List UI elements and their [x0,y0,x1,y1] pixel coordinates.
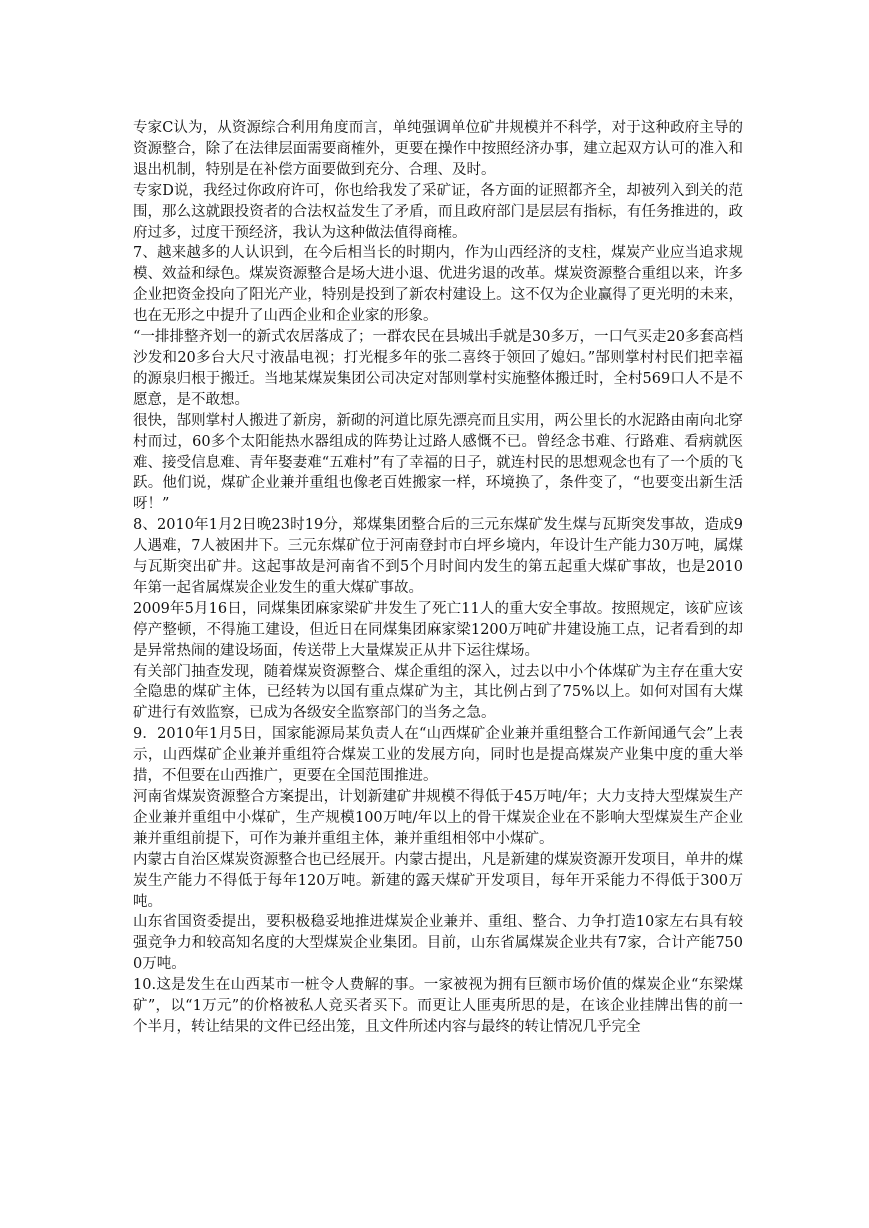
paragraph-majialiang-accident: 2009年5月16日，同煤集团麻家梁矿井发生了死亡11人的重大安全事故。按照规定，该矿应该停产整顿，不得施工建设，但近日在同煤集团麻家梁1200万吨矿井建设施工点，记者看到的却是异常热闹的建设场面，传送带上大量煤炭正从井下运往煤场。 [133,600,743,659]
paragraph-village-quote: “一排排整齐划一的新式农居落成了；一群农民在县城出手就是30多万，一口气买走20多套高档沙发和20多台大尺寸液晶电视；打光棍多年的张二喜终于领回了媳妇。”郜则掌村村民们把幸福的源泉归根于搬迁。当地某煤炭集团公司决定对郜则掌村实施整体搬迁时，全村569口人不是不愿意，是不敢想。 [133,329,743,408]
paragraph-inner-mongolia: 内蒙古自治区煤炭资源整合也已经展开。内蒙古提出，凡是新建的煤炭资源开发项目，单井的煤炭生产能力不得低于每年120万吨。新建的露天煤矿开发项目，每年开采能力不得低于300万吨。 [133,851,743,910]
paragraph-shandong: 山东省国资委提出，要积极稳妥地推进煤炭企业兼并、重组、整合、力争打造10家左右具有较强竞争力和较高知名度的大型煤炭企业集团。目前，山东省属煤炭企业共有7家，合计产能7500万吨。 [133,914,743,973]
paragraph-expert-d: 专家D说，我经过你政府许可，你也给我发了采矿证，各方面的证照都齐全，却被列入到关的范围，那么这就跟投资者的合法权益发生了矛盾，而且政府部门是层层有指标，有任务推进的，政府过多，过度干预经济，我认为这种做法值得商榷。 [133,182,743,241]
paragraph-henan-plan: 河南省煤炭资源整合方案提出，计划新建矿井规模不得低于45万吨/年；大力支持大型煤炭生产企业兼并重组中小煤矿，生产规模100万吨/年以上的骨干煤炭企业在不影响大型煤炭生产企业兼并重组前提下，可作为兼并重组主体，兼并重组相邻中小煤矿。 [133,789,743,847]
document-page [133,118,743,1038]
paragraph-item-9: 9．2010年1月5日，国家能源局某负责人在“山西煤矿企业兼并重组整合工作新闻通气会”上表示，山西煤矿企业兼并重组符合煤炭工业的发展方向，同时也是提高煤炭产业集中度的重大举措，不但要在山西推广，更要在全国范围推进。 [133,726,743,785]
paragraph-item-8: 8、2010年1月2日晚23时19分，郑煤集团整合后的三元东煤矿发生煤与瓦斯突发事故，造成9人遇难，7人被困井下。三元东煤矿位于河南登封市白坪乡境内，年设计生产能力30万吨，属煤与瓦斯突出矿井。这起事故是河南省不到5个月时间内发生的第五起重大煤矿事故，也是2010年第一起省属煤炭企业发生的重大煤矿事故。 [133,517,743,596]
paragraph-safety-inspection: 有关部门抽查发现，随着煤炭资源整合、煤企重组的深入，过去以中小个体煤矿为主存在重大安全隐患的煤矿主体，已经转为以国有重点煤矿为主，其比例占到了75%以上。如何对国有大煤矿进行有效监察，已成为各级安全监察部门的当务之急。 [133,663,743,722]
paragraph-item-10: 10.这是发生在山西某市一桩令人费解的事。一家被视为拥有巨额市场价值的煤炭企业“东梁煤矿”，以“1万元”的价格被私人竞买者买下。而更让人匪夷所思的是，在该企业挂牌出售的前一个半月，转让结果的文件已经出笼，且文件所述内容与最终的转让情况几乎完全 [133,977,743,1035]
paragraph-village-relocation: 很快，郜则掌村人搬进了新房，新砌的河道比原先漂亮而且实用，两公里长的水泥路由南向北穿村而过，60多个太阳能热水器组成的阵势让过路人感慨不已。曾经念书难、行路难、看病就医难、接受信息难、青年娶妻难“五难村”有了幸福的日子，就连村民的思想观念也有了一个质的飞跃。他们说，煤矿企业兼并重组也像老百姓搬家一样，环境换了，条件变了，“也要变出新生活呀！” [133,412,743,513]
paragraph-item-7: 7、越来越多的人认识到，在今后相当长的时期内，作为山西经济的支柱，煤炭产业应当追求规模、效益和绿色。煤炭资源整合是场大进小退、优进劣退的改革。煤炭资源整合重组以来，许多企业把资金投向了阳光产业，特别是投到了新农村建设上。这不仅为企业赢得了更光明的未来，也在无形之中提升了山西企业和企业家的形象。 [133,245,743,325]
paragraph-expert-c: 专家C认为，从资源综合利用角度而言，单纯强调单位矿井规模并不科学，对于这种政府主导的资源整合，除了在法律层面需要商榷外，更要在操作中按照经济办事，建立起双方认可的准入和退出机制，特别是在补偿方面要做到充分、合理、及时。 [133,120,743,178]
